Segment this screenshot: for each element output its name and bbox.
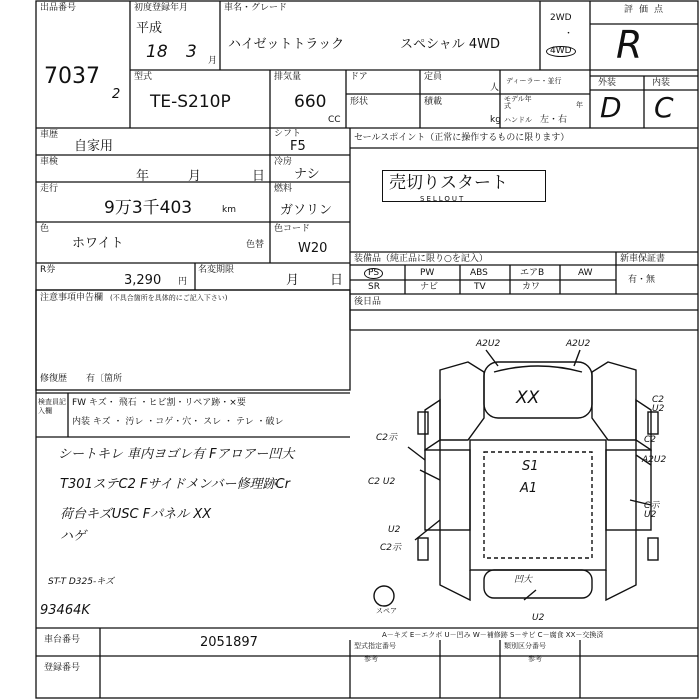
door-label: ドア <box>350 72 368 82</box>
reg-year: 18 <box>146 42 168 62</box>
memo-line-6: 93464K <box>40 603 90 618</box>
equip-tv: TV <box>474 282 486 292</box>
memo-line-4: ハゲ <box>60 529 87 544</box>
nc-month: 月 <box>286 273 300 288</box>
memo-line-2: T301ステC2 Fサイドメンバー修理跡Cr <box>60 477 290 492</box>
ref-2: 参考 <box>528 655 542 663</box>
use-value: 自家用 <box>74 139 114 154</box>
ext-grade: D <box>600 91 622 124</box>
model: TE-S210P <box>150 92 231 112</box>
mark-left-rear: C2示 <box>380 543 402 553</box>
stamp-main: 売切りスタート <box>389 173 508 193</box>
drive-dot: ・ <box>564 29 574 39</box>
score-value: R <box>616 23 643 67</box>
notes-sub: (不具合箇所を具体的にご記入下さい) <box>110 294 228 302</box>
mark-right-pillar: A2U2 <box>642 455 667 465</box>
dealer-label: ディーラー・並行 <box>506 77 562 85</box>
recycle-label: R券 <box>40 265 56 275</box>
nc-day: 日 <box>330 273 344 288</box>
ac-value: ナシ <box>294 167 320 182</box>
mark-rear-dent: 凹大 <box>514 575 533 585</box>
mark-right-bed: C示 U2 <box>644 501 660 520</box>
car-name-label: 車名・グレード <box>224 3 288 13</box>
inspection-label: 車検 <box>40 157 59 167</box>
new-car-value: 有・無 <box>628 275 656 285</box>
mark-bed-s1: S1 <box>522 459 539 474</box>
mark-left-door: C2示 <box>376 433 398 443</box>
reg-month: 3 <box>186 42 197 62</box>
memo-line-3: 荷台キズUSC Fパネル XX <box>60 507 212 522</box>
ext-label: 外装 <box>598 78 617 88</box>
shape-label: 形状 <box>350 97 369 107</box>
spare-label: スペア <box>376 607 397 615</box>
equip-airbag: エアB <box>520 268 545 278</box>
displacement: 660 <box>294 92 327 112</box>
stamp-sub: SELLOUT <box>420 195 466 203</box>
color-change-label: 色替 <box>246 240 265 250</box>
frame-number: 2051897 <box>200 635 258 650</box>
shift-value: F5 <box>290 139 306 154</box>
mark-windshield: XX <box>516 388 540 408</box>
era: 平成 <box>136 21 163 36</box>
recycle-value: 3,290 <box>124 273 162 288</box>
memo-line-5: ST-T D325-キズ <box>48 577 115 587</box>
repair-value: 有〔箇所 <box>86 374 123 384</box>
mark-right-door: C2 <box>644 435 657 445</box>
first-reg-label: 初度登録年月 <box>134 3 189 13</box>
mark-front-left: A2U2 <box>476 339 501 349</box>
km-unit: km <box>222 205 236 215</box>
person-unit: 人 <box>490 83 500 93</box>
insp-month: 月 <box>188 169 202 184</box>
class-label: 類別区分番号 <box>504 642 546 650</box>
drive-4wd: 4WD <box>546 46 576 57</box>
capacity-label: 定員 <box>424 72 443 82</box>
memo-line-1: シートキレ 車内ヨゴレ有 Fアロアー凹大 <box>58 447 295 462</box>
color-code-label: 色コード <box>274 224 311 234</box>
load-label: 積載 <box>424 97 443 107</box>
handle-value: 左・右 <box>540 115 568 125</box>
repair-label: 修復歴 <box>40 374 68 384</box>
mark-left-bed: C2 U2 <box>368 477 396 487</box>
new-car-label: 新車保証書 <box>620 254 666 264</box>
cc-unit: CC <box>328 115 341 125</box>
insp-day: 日 <box>252 169 266 184</box>
displacement-label: 排気量 <box>274 72 302 82</box>
mark-left-rear-u2: U2 <box>388 525 401 535</box>
use-label: 車歴 <box>40 130 59 140</box>
mileage-value: 9万3千403 <box>104 198 193 218</box>
reg-month-unit: 月 <box>208 56 218 66</box>
mark-rear-u2: U2 <box>532 613 545 623</box>
check-row-2: 内装 キズ ・ 汚レ ・コゲ・穴・ スレ ・ テレ ・破レ <box>72 417 284 427</box>
equip-abs: ABS <box>470 268 488 278</box>
drive-2wd: 2WD <box>550 13 572 23</box>
insp-year: 年 <box>136 169 150 184</box>
equip-ps: PS <box>364 268 383 279</box>
model-label: 型式 <box>134 72 153 82</box>
equip-label: 装備品（純正品に限り○を記入） <box>354 254 488 264</box>
ref-1: 参考 <box>364 655 378 663</box>
approved-label: 型式指定番号 <box>354 642 396 650</box>
mark-right-front: C2 U2 <box>652 395 665 414</box>
reg-label: 登録番号 <box>44 663 81 673</box>
lot-mark: 2 <box>112 87 121 102</box>
fuel-value: ガソリン <box>280 203 333 218</box>
frame-label: 車台番号 <box>44 635 81 645</box>
name-change-label: 名変期限 <box>198 265 235 275</box>
fuel-label: 燃料 <box>274 184 293 194</box>
equip-aw: AW <box>578 268 593 278</box>
color-value: ホワイト <box>72 236 124 251</box>
car-name: ハイゼットトラック <box>228 37 345 52</box>
model-year-label: モデル年式 <box>504 95 532 110</box>
kg-unit: kg <box>490 115 501 125</box>
equip-leather: カワ <box>522 282 541 292</box>
score-label: 評価点 <box>624 5 670 15</box>
selling-label: セールスポイント（正常に操作するものに限ります） <box>354 133 570 143</box>
mark-front-right: A2U2 <box>566 339 591 349</box>
lot-number: 7037 <box>44 64 100 89</box>
int-grade: C <box>654 91 674 124</box>
check-row-1: FW キズ・ 飛石 ・ヒビ割・リペア跡・×要 <box>72 398 246 408</box>
equip-navi: ナビ <box>420 282 439 292</box>
handle-label: ハンドル <box>504 116 532 124</box>
color-label: 色 <box>40 224 50 234</box>
notes-label: 注意事項申告欄 <box>40 293 104 303</box>
equip-pw: PW <box>420 268 435 278</box>
mark-bed-a1: A1 <box>520 481 538 496</box>
after-label: 後日品 <box>354 297 382 307</box>
year-unit: 年 <box>576 101 583 109</box>
shift-label: シフト <box>274 129 302 139</box>
mileage-label: 走行 <box>40 184 59 194</box>
car-grade: スペシャル 4WD <box>400 37 501 52</box>
legend: A－キズ E－エクボ U－凹み W－補修跡 S－サビ C－腐食 XX－交換済 <box>382 631 604 639</box>
int-label: 内装 <box>652 78 671 88</box>
equip-sr: SR <box>368 282 380 292</box>
lot-label: 出品番号 <box>40 3 77 13</box>
ac-label: 冷房 <box>274 157 293 167</box>
inspector-label: 検査員記入欄 <box>38 398 66 416</box>
yen-unit: 円 <box>178 277 188 287</box>
color-code: W20 <box>298 241 328 256</box>
